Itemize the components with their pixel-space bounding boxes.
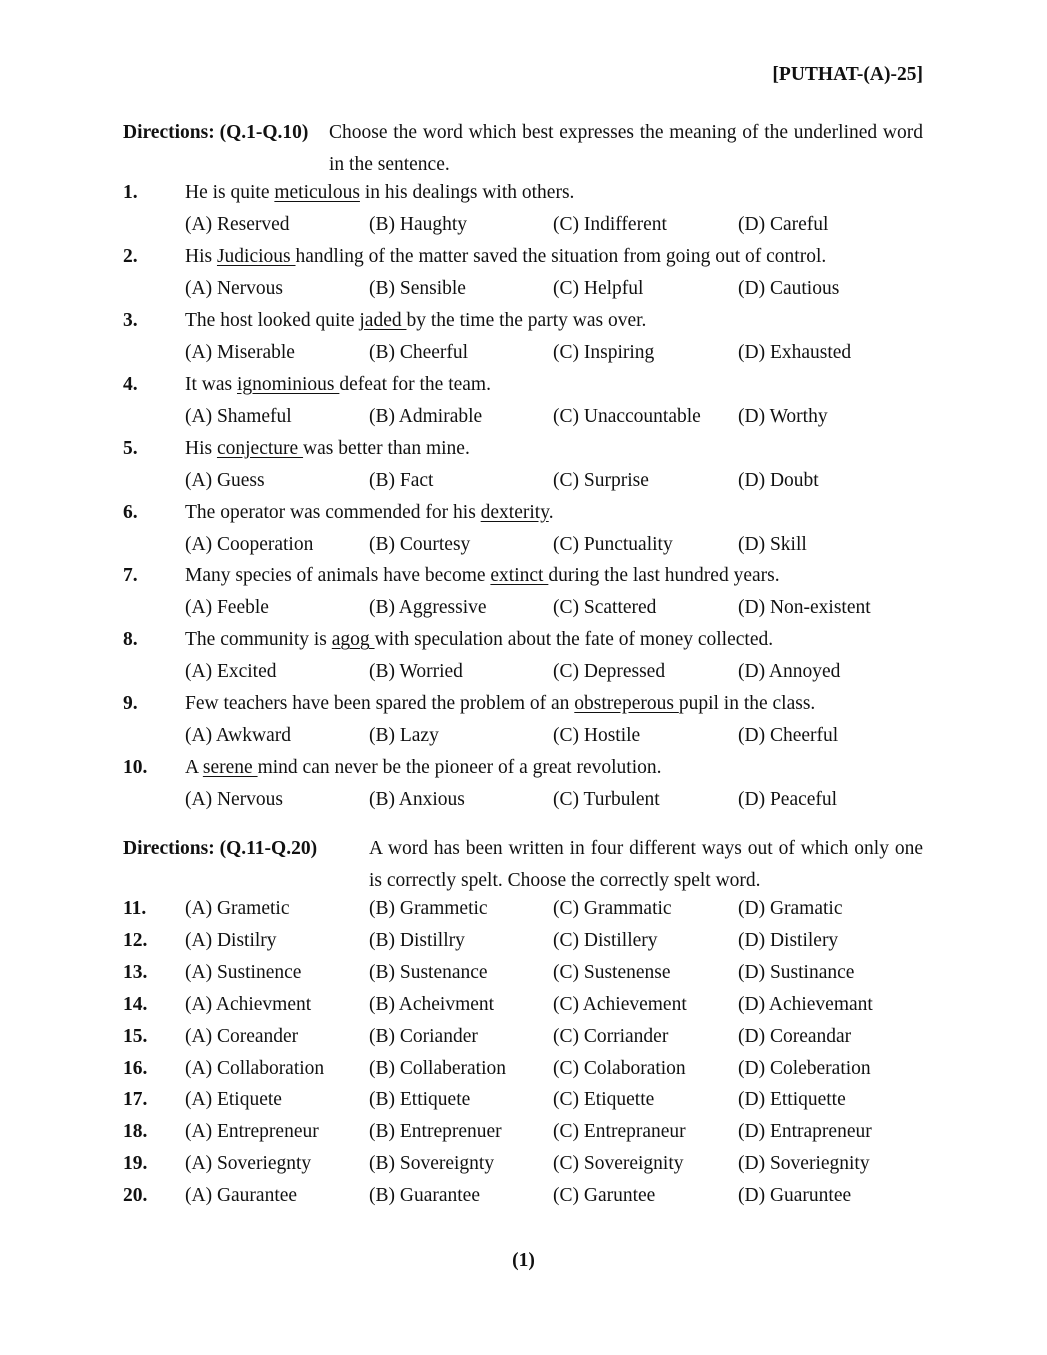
directions-section-2 — [123, 833, 923, 897]
option-a: (A) Soveriegnty — [185, 1153, 312, 1175]
underlined-word: conjecture — [216, 437, 304, 459]
option-d: (D) Cautious — [738, 277, 840, 299]
underlined-word: agog — [331, 629, 375, 651]
question-text: The community is agog with speculation about the fate of money collected. — [185, 629, 774, 651]
option-c: (C) Sovereignity — [553, 1153, 684, 1175]
option-b: (B) Worried — [369, 661, 463, 683]
question-number: 4. — [123, 373, 138, 395]
option-b: (B) Entreprenuer — [369, 1121, 502, 1143]
option-a: (A) Nervous — [185, 789, 284, 811]
question-text: His conjecture was better than mine. — [185, 437, 470, 459]
question-number: 1. — [123, 182, 138, 203]
question-text: A serene mind can never be the pioneer of a great revolution. — [185, 757, 662, 779]
option-a: (A) Cooperation — [185, 533, 314, 555]
option-b: (B) Coriander — [369, 1025, 478, 1047]
question-number: 9. — [123, 693, 138, 715]
option-c: (C) Scattered — [553, 597, 657, 619]
option-c: (C) Etiquette — [553, 1089, 655, 1111]
option-c: (C) Garuntee — [553, 1185, 656, 1207]
option-a: (A) Sustinence — [185, 961, 302, 983]
option-c: (C) Achievement — [553, 993, 687, 1015]
option-b: (B) Ettiquete — [369, 1089, 471, 1111]
option-a: (A) Grametic — [185, 898, 290, 919]
option-c: (C) Hostile — [553, 725, 641, 747]
question-number: 7. — [123, 565, 138, 587]
option-c: (C) Depressed — [553, 661, 666, 683]
option-b: (B) Courtesy — [369, 533, 471, 555]
option-c: (C) Entrepraneur — [553, 1121, 686, 1143]
question-text: He is quite meticulous in his dealings with others. — [185, 182, 575, 203]
option-c: (C) Distillery — [553, 929, 658, 951]
underlined-word: meticulous — [274, 182, 360, 203]
page-number: (1) — [512, 1250, 535, 1271]
question-text: The operator was commended for his dexterity. — [185, 501, 554, 523]
option-c: (C) Grammatic — [553, 898, 672, 919]
question-text: The host looked quite jaded by the time the party was over. — [185, 309, 647, 331]
option-d: (D) Ettiquette — [738, 1089, 846, 1111]
option-d: (D) Annoyed — [738, 661, 841, 683]
option-b: (B) Fact — [369, 469, 434, 491]
option-d: (D) Gramatic — [738, 898, 843, 919]
option-b: (B) Aggressive — [369, 597, 487, 619]
option-d: (D) Coreandar — [738, 1025, 852, 1047]
directions-label: Directions: (Q.11-Q.20) — [123, 838, 318, 859]
question-number: 5. — [123, 437, 138, 459]
option-d: (D) Distilery — [738, 929, 839, 951]
option-d: (D) Sustinance — [738, 961, 855, 983]
option-b: (B) Haughty — [369, 214, 468, 235]
directions-text: Choose the word which best expresses the meaning of the underlined word in the sentence. — [329, 122, 923, 175]
option-a: (A) Shameful — [185, 405, 292, 427]
option-d: (D) Careful — [738, 214, 829, 235]
option-b: (B) Grammetic — [369, 898, 488, 919]
option-b: (B) Anxious — [369, 789, 465, 811]
underlined-word: obstreperous — [574, 693, 679, 715]
question-number: 3. — [123, 309, 138, 331]
question-number: 10. — [123, 757, 148, 779]
option-b: (B) Sovereignty — [369, 1153, 495, 1175]
option-a: (A) Nervous — [185, 277, 284, 299]
option-d: (D) Cheerful — [738, 725, 839, 747]
option-b: (B) Guarantee — [369, 1185, 480, 1207]
option-a: (A) Distilry — [185, 929, 277, 951]
option-a: (A) Awkward — [185, 725, 291, 747]
option-c: (C) Indifferent — [553, 214, 667, 235]
question-number: 20. — [123, 1185, 148, 1207]
directions-label: Directions: (Q.1-Q.10) — [123, 122, 309, 143]
question-number: 13. — [123, 961, 148, 983]
option-a: (A) Entrepreneur — [185, 1121, 319, 1143]
option-a: (A) Gaurantee — [185, 1185, 298, 1207]
question-text: His Judicious handling of the matter saved the situation from going out of control. — [185, 245, 827, 267]
question-number: 15. — [123, 1025, 148, 1047]
option-c: (C) Inspiring — [553, 341, 655, 363]
option-d: (D) Soveriegnity — [738, 1153, 870, 1175]
option-a: (A) Coreander — [185, 1025, 299, 1047]
option-b: (B) Collaberation — [369, 1057, 507, 1079]
option-a: (A) Collaboration — [185, 1057, 325, 1079]
option-d: (D) Skill — [738, 533, 807, 555]
option-b: (B) Acheivment — [369, 993, 495, 1015]
option-c: (C) Colaboration — [553, 1057, 686, 1079]
question-number: 12. — [123, 929, 148, 951]
option-d: (D) Peaceful — [738, 789, 838, 811]
question-text: Few teachers have been spared the problem of an obstreperous pupil in the class. — [185, 693, 816, 715]
underlined-word: ignominious — [237, 373, 340, 395]
option-d: (D) Worthy — [738, 405, 828, 427]
option-d: (D) Entrapreneur — [738, 1121, 872, 1143]
question-number: 14. — [123, 993, 148, 1015]
option-b: (B) Admirable — [369, 405, 483, 427]
question-number: 17. — [123, 1089, 148, 1111]
option-a: (A) Reserved — [185, 214, 290, 235]
option-b: (B) Sustenance — [369, 961, 488, 983]
option-d: (D) Guaruntee — [738, 1185, 852, 1207]
option-c: (C) Turbulent — [553, 789, 660, 811]
question-number: 11. — [123, 898, 147, 919]
option-d: (D) Non-existent — [738, 597, 871, 619]
option-b: (B) Cheerful — [369, 341, 469, 363]
option-a: (A) Etiquete — [185, 1089, 282, 1111]
question-number: 2. — [123, 245, 138, 267]
option-b: (B) Distillry — [369, 929, 465, 951]
option-a: (A) Guess — [185, 469, 265, 491]
question-number: 16. — [123, 1057, 148, 1079]
option-d: (D) Doubt — [738, 469, 819, 491]
option-c: (C) Sustenense — [553, 961, 671, 983]
option-a: (A) Feeble — [185, 597, 269, 619]
question-text: Many species of animals have become extinct during the last hundred years. — [185, 565, 780, 587]
option-b: (B) Lazy — [369, 725, 439, 747]
question-number: 6. — [123, 501, 138, 523]
option-c: (C) Corriander — [553, 1025, 669, 1047]
option-a: (A) Achievment — [185, 993, 312, 1015]
option-c: (C) Surprise — [553, 469, 649, 491]
option-c: (C) Helpful — [553, 277, 644, 299]
directions-text: A word has been written in four different ways out of which only one is correctly spelt. Choose the correctly spelt word. — [369, 838, 923, 891]
underlined-word: serene — [202, 757, 258, 779]
option-d: (D) Achievemant — [738, 993, 873, 1015]
option-a: (A) Excited — [185, 661, 277, 683]
underlined-word: Judicious — [216, 245, 296, 267]
option-c: (C) Unaccountable — [553, 405, 701, 427]
option-d: (D) Exhausted — [738, 341, 852, 363]
question-number: 8. — [123, 629, 138, 651]
option-a: (A) Miserable — [185, 341, 295, 363]
underlined-word: extinct — [490, 565, 549, 587]
underlined-word: dexterity — [480, 501, 549, 523]
underlined-word: jaded — [359, 309, 407, 331]
question-number: 18. — [123, 1121, 148, 1143]
directions-section-1 — [123, 117, 923, 181]
paper-code: [PUTHAT-(A)-25] — [772, 64, 923, 85]
option-c: (C) Punctuality — [553, 533, 673, 555]
option-d: (D) Coleberation — [738, 1057, 871, 1079]
option-b: (B) Sensible — [369, 277, 466, 299]
question-text: It was ignominious defeat for the team. — [185, 373, 491, 395]
question-number: 19. — [123, 1153, 148, 1175]
